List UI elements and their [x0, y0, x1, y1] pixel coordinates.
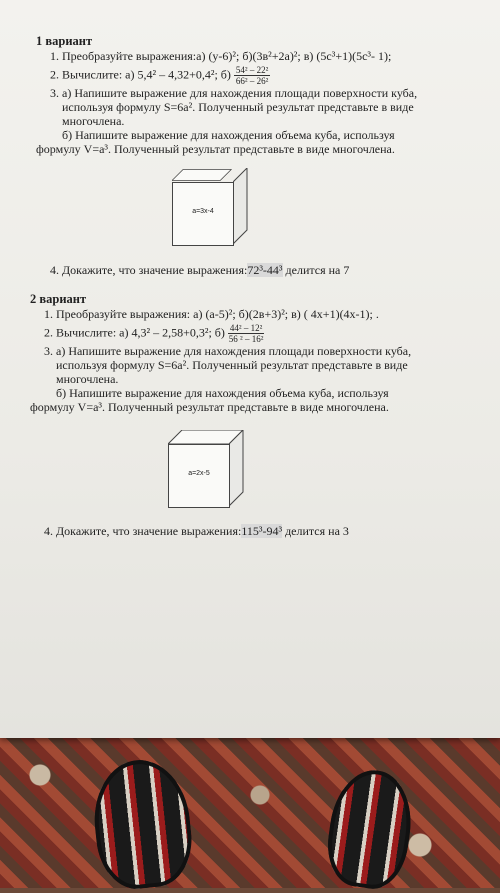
- v1-cube-side: [233, 168, 248, 245]
- v2-fraction-denominator: 56 ² – 16²: [228, 334, 264, 344]
- v1-task-1: 1. Преобразуйте выражения:а) (y-6)²; б)(3в²+2а)²; в) (5c³+1)(5c³- 1);: [50, 49, 392, 63]
- v1-task-4-suffix: делится на 7: [282, 263, 350, 277]
- v1-cube-figure: [172, 168, 248, 246]
- v2-task-4: [30, 524, 474, 538]
- v2-task-4-expression: 115³-94³: [241, 524, 283, 538]
- v1-fraction-numerator: 54² – 22²: [235, 65, 269, 75]
- variant-2: [30, 292, 474, 414]
- v2-cube-side: [229, 430, 244, 507]
- v1-task-2: [36, 65, 474, 86]
- v2-task-4-text: 4. Докажите, что значение выражения:: [44, 524, 242, 538]
- v2-cube-label: a=2x-5: [188, 470, 210, 477]
- v2-task-2: [30, 323, 474, 344]
- v1-task-4: [36, 263, 474, 277]
- v1-fraction-denominator: 66² – 26²: [235, 76, 269, 86]
- v2-task-3a-line1: 3. а) Напишите выражение для нахождения площади поверхности куба,: [44, 344, 412, 358]
- v2-task-3a-line2: используя формулу S=6a². Полученный результат представьте в виде: [56, 358, 408, 372]
- variant-2-title: 2 вариант: [30, 292, 87, 306]
- carpet-background: [0, 735, 500, 888]
- v1-task-3b-line1: б) Напишите выражение для нахождения объема куба, используя: [62, 128, 395, 142]
- v1-task-3a-line2: используя формулу S=6a². Полученный результат представьте в виде: [62, 100, 414, 114]
- v1-cube-top: [172, 168, 232, 182]
- v1-task-2-fraction: [234, 65, 270, 86]
- v1-task-4-text: 4. Докажите, что значение выражения:: [50, 263, 248, 277]
- v2-task-3b-line1: б) Напишите выражение для нахождения объема куба, используя: [56, 386, 389, 400]
- v2-task-2-fraction: [228, 323, 264, 344]
- v2-task-1: 1. Преобразуйте выражения: а) (а-5)²; б)(2в+3)²; в) ( 4x+1)(4x-1); .: [44, 307, 379, 321]
- v2-task-3b-line2: формулу V=a³. Полученный результат представьте в виде многочлена.: [30, 400, 389, 414]
- v1-task-3a-line3: многочлена.: [62, 114, 125, 128]
- v1-task-2-text: 2. Вычислите: а) 5,4² – 4,32+0,4²; б): [50, 67, 231, 82]
- v2-cube-figure: [168, 430, 244, 508]
- v2-fraction-numerator: 44² – 12²: [229, 323, 263, 333]
- v2-task-2-text: 2. Вычислите: а) 4,3² – 2,58+0,3²; б): [44, 325, 225, 340]
- v1-task-3a-line1: 3. а) Напишите выражение для нахождения площади поверхности куба,: [50, 86, 418, 100]
- variant-1: [36, 34, 474, 156]
- v2-task-4-suffix: делится на 3: [282, 524, 349, 538]
- v1-cube-label: a=3x-4: [192, 208, 214, 215]
- variant-1-title: 1 вариант: [36, 34, 93, 48]
- v1-task-3b-line2: формулу V=a³. Полученный результат представьте в виде многочлена.: [36, 142, 395, 156]
- v2-task-3a-line3: многочлена.: [56, 372, 119, 386]
- v1-task-4-expression: 72³-44³: [247, 263, 283, 277]
